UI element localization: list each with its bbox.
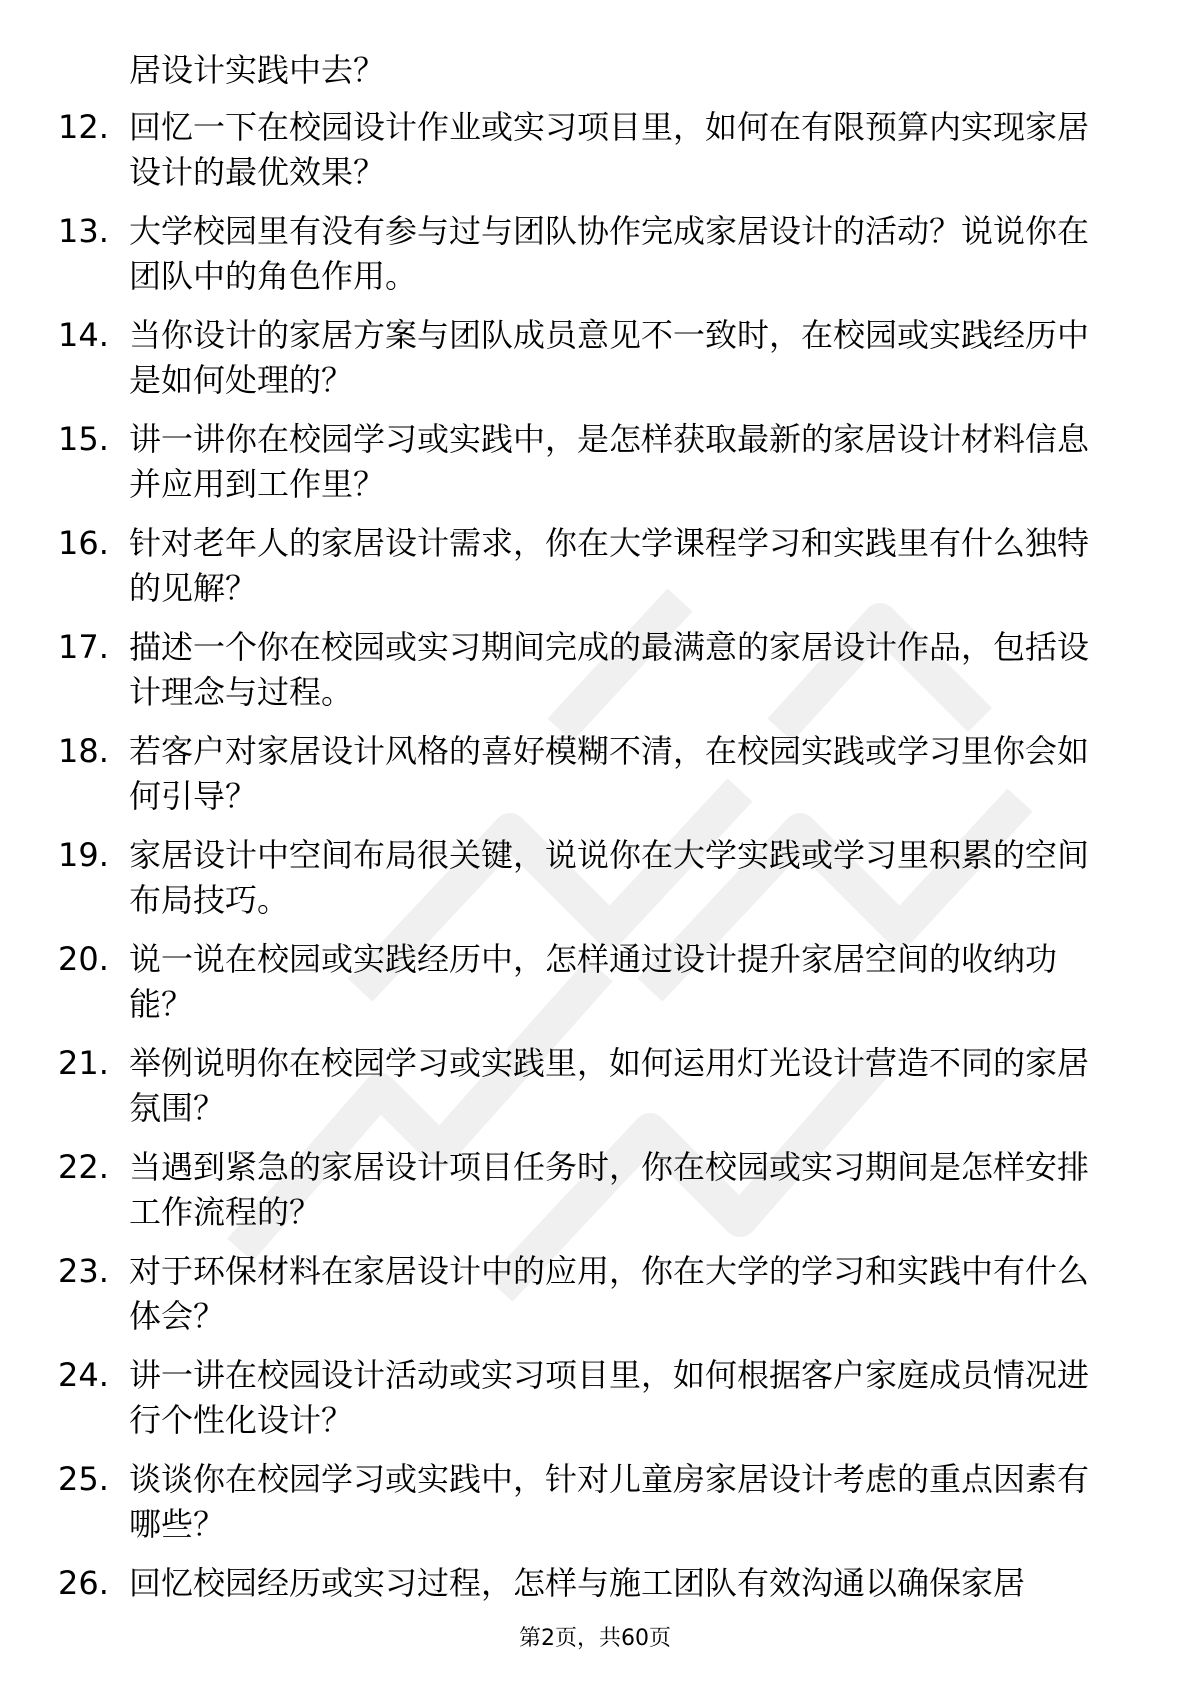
list-item [58, 105, 1118, 195]
question-number: 16. [58, 524, 109, 562]
question-text: 谈谈你在校园学习或实践中，针对儿童房家居设计考虑的重点因素有哪些？ [129, 1460, 1090, 1543]
question-text: 家居设计中空间布局很关键，说说你在大学实践或学习里积累的空间布局技巧。 [129, 836, 1090, 919]
question-number: 22. [58, 1148, 109, 1186]
list-item [58, 1041, 1118, 1131]
page-number-footer: 第2页，共60页 [519, 1626, 671, 1651]
list-item [58, 833, 1118, 923]
question-text: 说一说在校园或实践经历中，怎样通过设计提升家居空间的收纳功能？ [129, 940, 1058, 1023]
question-text: 当遇到紧急的家居设计项目任务时，你在校园或实习期间是怎样安排工作流程的？ [129, 1148, 1090, 1231]
list-item [58, 1353, 1118, 1443]
list-item [58, 1249, 1118, 1339]
question-number: 15. [58, 420, 109, 458]
list-item [58, 1145, 1118, 1235]
question-number: 18. [58, 732, 109, 770]
list-item [58, 209, 1118, 299]
question-text: 讲一讲在校园设计活动或实习项目里，如何根据客户家庭成员情况进行个性化设计？ [129, 1356, 1090, 1439]
question-number: 14. [58, 316, 109, 354]
question-text: 对于环保材料在家居设计中的应用，你在大学的学习和实践中有什么体会？ [129, 1252, 1090, 1335]
question-number: 23. [58, 1252, 109, 1290]
question-text: 当你设计的家居方案与团队成员意见不一致时，在校园或实践经历中是如何处理的？ [129, 316, 1090, 399]
document-body [58, 48, 1118, 1620]
list-item [58, 313, 1118, 403]
question-number: 12. [58, 108, 109, 146]
question-number: 24. [58, 1356, 109, 1394]
list-item [58, 1457, 1118, 1547]
list-item [58, 729, 1118, 819]
question-text: 针对老年人的家居设计需求，你在大学课程学习和实践里有什么独特的见解？ [129, 524, 1090, 607]
question-text: 大学校园里有没有参与过与团队协作完成家居设计的活动？说说你在团队中的角色作用。 [129, 212, 1090, 295]
question-text: 回忆校园经历或实习过程，怎样与施工团队有效沟通以确保家居 [129, 1564, 1026, 1602]
question-number: 26. [58, 1564, 109, 1602]
question-list [58, 105, 1118, 1606]
list-item [58, 417, 1118, 507]
question-number: 25. [58, 1460, 109, 1498]
continued-question-text: 居设计实践中去？ [129, 51, 386, 89]
question-number: 19. [58, 836, 109, 874]
list-item [58, 521, 1118, 611]
question-text: 若客户对家居设计风格的喜好模糊不清，在校园实践或学习里你会如何引导？ [129, 732, 1090, 815]
list-item [58, 625, 1118, 715]
question-number: 13. [58, 212, 109, 250]
question-number: 20. [58, 940, 109, 978]
question-number: 17. [58, 628, 109, 666]
question-text: 讲一讲你在校园学习或实践中，是怎样获取最新的家居设计材料信息并应用到工作里？ [129, 420, 1090, 503]
question-number: 21. [58, 1044, 109, 1082]
question-text: 描述一个你在校园或实习期间完成的最满意的家居设计作品，包括设计理念与过程。 [129, 628, 1090, 711]
list-item [58, 1561, 1118, 1606]
question-text: 举例说明你在校园学习或实践里，如何运用灯光设计营造不同的家居氛围？ [129, 1044, 1090, 1127]
list-item [58, 937, 1118, 1027]
question-text: 回忆一下在校园设计作业或实习项目里，如何在有限预算内实现家居设计的最优效果？ [129, 108, 1090, 191]
